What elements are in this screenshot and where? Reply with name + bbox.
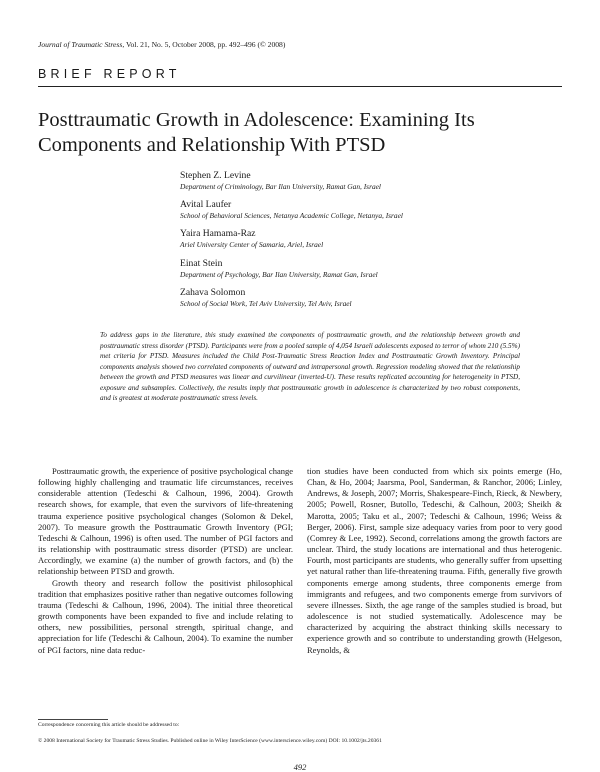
journal-name: Journal of Traumatic Stress <box>38 40 123 49</box>
journal-citation <box>38 40 285 49</box>
section-label: BRIEF REPORT <box>38 67 181 81</box>
author-block <box>180 170 560 192</box>
author-list <box>180 170 560 316</box>
author-affiliation: Department of Criminology, Bar Ilan University, Ramat Gan, Israel <box>180 182 381 191</box>
footnote-rule <box>38 719 108 720</box>
author-affiliation: School of Social Work, Tel Aviv University, Tel Aviv, Israel <box>180 298 352 308</box>
title-line-1: Posttraumatic Growth in Adolescence: Examining Its <box>38 109 475 131</box>
author-block <box>180 228 560 250</box>
article-title <box>38 108 578 158</box>
author-block <box>180 199 560 221</box>
author-block <box>180 287 560 309</box>
header-rule <box>38 86 562 87</box>
author-affiliation: Department of Psychology, Bar Ilan University, Ramat Gan, Israel <box>180 269 378 279</box>
body-column-left <box>38 466 293 656</box>
body-paragraph: Growth theory and research follow the positivist philosophical tradition that emphasizes positive rather than negative outcomes following trauma (Tedeschi & Calhoun, 1996, 2004). The initial three theoretical growth components have been expanded to five and include relating to others, new possibilities, personal strength, spiritual change, and appreciation for life (Tedeschi & Calhoun, 2004). To examine the number of PGI factors, nine data reduc- <box>38 577 293 655</box>
body-column-right <box>307 466 562 656</box>
journal-volume-info: , Vol. 21, No. 5, October 2008, pp. 492–496 (© 2008) <box>122 40 286 49</box>
body-paragraph: tion studies have been conducted from which six points emerge (Ho, Chan, & Ho, 2004; Jaarsma, Pool, Sanderman, & Ranchor, 2006; Linley, Andrews, & Joseph, 2007; Morris, Shakespeare-Finch, Rieck, & Newbery, 2005; Powell, Rosner, Butollo, Tedeschi, & Calhoun, 2003; Sheikh & Marotta, 2005; Taku et al., 2007; Tedeschi & Calhoun, 1996; Weiss & Berger, 2006). First, sample size adequacy varies from poor to very good (Comrey & Lee, 1992). Second, correlations among the growth factors are unclear. Third, the study locations are international and thus heterogenic. Fourth, most participants are students, who generally suffer from upsetting yet natural rather than life-threatening trauma. Fifth, generally five growth components emerge among students, three components emerge from immigrants and refugees, and two components emerge from survivors of severe illnesses. Sixth, the age range of the samples studied is broad, but adolescence is not studied systematically. Adolescence may be characterized by acquiring the abstract thinking skills necessary to experience growth and so contribute to understanding growth (Helgeson, Reynolds, & <box>307 466 562 655</box>
author-affiliation: Ariel University Center of Samaria, Ariel, Israel <box>180 240 324 250</box>
author-name: Avital Laufer <box>180 199 232 211</box>
copyright-note: © 2008 International Society for Traumatic Stress Studies. Published online in Wiley InterScience (www.interscience.wiley.com) DOI: 10.1002/jts.20361 <box>38 738 382 744</box>
author-affiliation: School of Behavioral Sciences, Netanya Academic College, Netanya, Israel <box>180 211 403 221</box>
author-name: Zahava Solomon <box>180 286 246 298</box>
correspondence-note: Correspondence concerning this article should be addressed to: <box>38 722 180 728</box>
author-name: Einat Stein <box>180 257 223 269</box>
author-name: Yaira Hamama-Raz <box>180 228 256 240</box>
abstract: To address gaps in the literature, this study examined the components of posttraumatic growth, and the relationship between growth and posttraumatic stress disorder (PTSD). Participants were from a pooled sample of 4,054 Israeli adolescents exposed to terror of whom 210 (5.5%) met criteria for PTSD. Measures included the Child Post-Traumatic Stress Reaction Index and Posttraumatic Growth Inventory. Principal components analysis showed two correlated components of outward and intrapersonal growth. Regression modeling showed that the relationship between the growth and PTSD measures was linear and curvilinear (inverted-U). These results replicated accounting for heterogeneity in PTSD, exposure and subsamples. Collectively, the results imply that posttraumatic growth in adolescence is characterized by two robust components, and is greatest at moderate posttraumatic stress levels. <box>100 331 520 403</box>
author-block <box>180 258 560 280</box>
title-line-2: Components and Relationship With PTSD <box>38 134 386 156</box>
page-number: 492 <box>293 762 307 772</box>
body-paragraph: Posttraumatic growth, the experience of positive psychological change following highly challenging and traumatic life circumstances, receives considerable attention (Tedeschi & Calhoun, 1996, 2004). Growth research shows, for example, that even the survivors of life-threatening trauma experience positive psychological changes (Solomon & Dekel, 2007). To measure growth the Posttraumatic Growth Inventory (PGI; Tedeschi & Calhoun, 1996) is often used. The number of PGI factors and its relationship with posttraumatic stress disorder (PTSD) are unclear. Accordingly, we examine (a) the number of growth factors, and (b) the relationship between PTSD and growth. <box>38 466 293 577</box>
author-name: Stephen Z. Levine <box>180 170 251 181</box>
